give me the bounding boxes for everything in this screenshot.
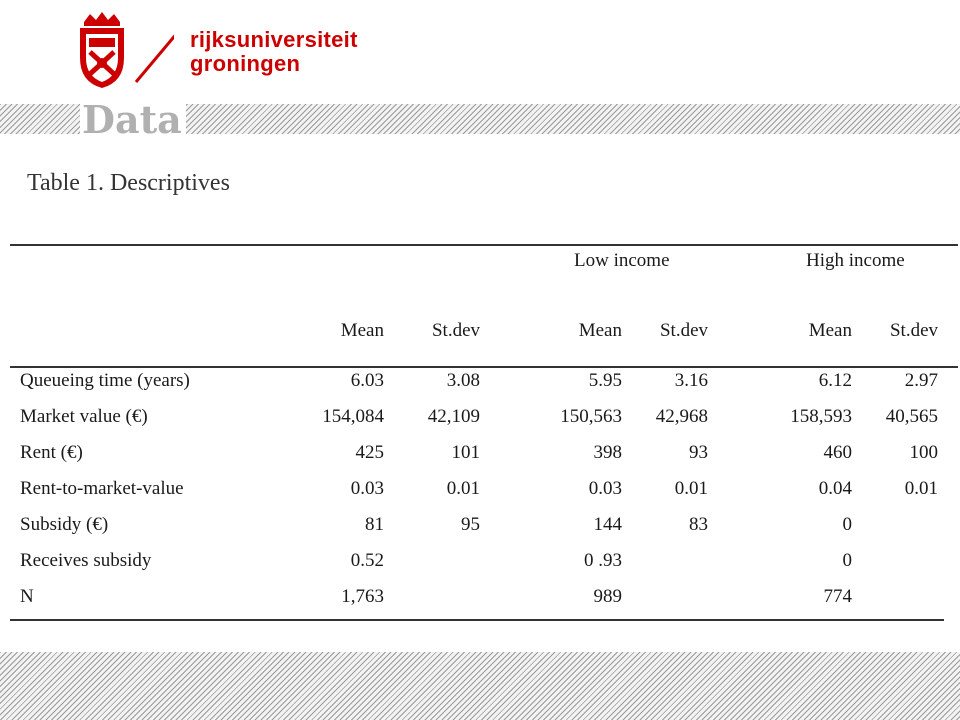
column-header: Mean: [578, 320, 622, 341]
table-cell: 144: [593, 514, 622, 535]
university-logo: [78, 12, 378, 88]
table-cell: 6.12: [818, 370, 852, 391]
row-label: Subsidy (€): [20, 514, 109, 535]
table-rule-mid: [10, 366, 958, 368]
logo-line-2: groningen: [190, 51, 301, 76]
slide-title: Data: [80, 98, 186, 142]
crest-icon: [78, 12, 174, 88]
table-cell: 42,968: [655, 406, 708, 427]
column-header: St.dev: [659, 320, 708, 341]
table-caption: Table 1. Descriptives: [27, 170, 230, 196]
row-label: Market value (€): [20, 406, 148, 427]
table-cell: 81: [365, 514, 384, 535]
table-cell: 0.01: [904, 478, 938, 499]
table-cell: 0: [842, 514, 852, 535]
table-cell: 101: [451, 442, 480, 463]
table-cell: 83: [689, 514, 708, 535]
table-cell: 0.03: [588, 478, 622, 499]
table-cell: 0: [842, 550, 852, 571]
table-cell: 40,565: [885, 406, 938, 427]
table-rule-bottom: [10, 619, 944, 621]
column-header: St.dev: [431, 320, 480, 341]
table-cell: 0.04: [818, 478, 852, 499]
logo-line-1: rijksuniversiteit: [190, 27, 358, 52]
group-header-high-income: High income: [806, 250, 905, 271]
column-header: Mean: [340, 320, 384, 341]
logo-wordmark: [190, 28, 358, 76]
table-cell: 460: [823, 442, 852, 463]
table-cell: 3.08: [446, 370, 480, 391]
table-cell: 0 .93: [584, 550, 622, 571]
row-label: Rent-to-market-value: [20, 478, 184, 499]
table-cell: 0.03: [350, 478, 384, 499]
row-label: Receives subsidy: [20, 550, 152, 571]
table-cell: 0.01: [674, 478, 708, 499]
table-cell: 3.16: [674, 370, 708, 391]
table-cell: 2.97: [904, 370, 938, 391]
table-cell: 398: [593, 442, 622, 463]
table-cell: 100: [909, 442, 938, 463]
table-cell: 989: [593, 586, 622, 607]
table-cell: 158,593: [790, 406, 852, 427]
column-header: Mean: [808, 320, 852, 341]
table-cell: 774: [823, 586, 852, 607]
row-label: Queueing time (years): [20, 370, 190, 391]
table-cell: 425: [355, 442, 384, 463]
table-cell: 95: [461, 514, 480, 535]
row-label: Rent (€): [20, 442, 83, 463]
group-header-low-income: Low income: [574, 250, 670, 271]
table-cell: 6.03: [350, 370, 384, 391]
table-cell: 154,084: [322, 406, 384, 427]
table-cell: 5.95: [588, 370, 622, 391]
table-cell: 93: [689, 442, 708, 463]
table-cell: 0.52: [350, 550, 384, 571]
table-cell: 0.01: [446, 478, 480, 499]
table-cell: 150,563: [560, 406, 622, 427]
table-cell: 42,109: [427, 406, 480, 427]
column-header: St.dev: [889, 320, 938, 341]
hatch-band-bottom: [0, 652, 960, 720]
table-rule-top: [10, 244, 958, 246]
table-cell: 1,763: [341, 586, 384, 607]
row-label: N: [20, 586, 34, 607]
